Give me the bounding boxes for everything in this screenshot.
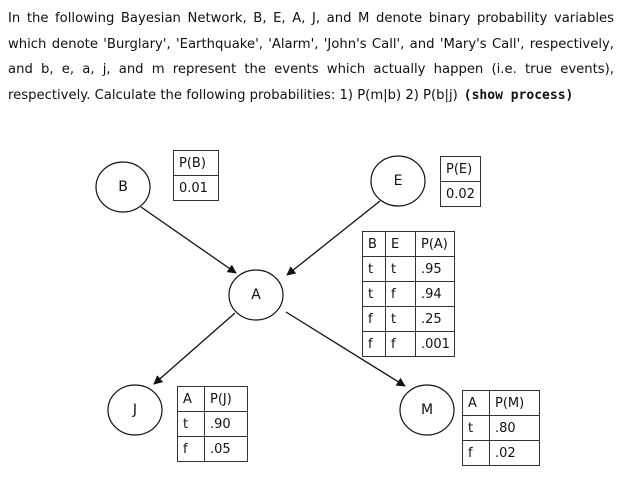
cpt-b-value: 0.01 <box>174 176 219 201</box>
cpt-a-cell: .001 <box>416 332 455 357</box>
cpt-a-cell: .25 <box>416 307 455 332</box>
cpt-j-header-a: A <box>178 387 205 412</box>
question-line-2: which denote 'Burglary', 'Earthquake', 'Alarm', 'John's Call', and 'Mary's Call', respectively, <box>8 36 614 52</box>
cpt-j-row <box>178 437 248 462</box>
cpt-a-cell: t <box>363 282 386 307</box>
cpt-m-cell: .80 <box>490 416 540 441</box>
edge-a-to-j <box>154 313 235 384</box>
cpt-a-cell: f <box>363 332 386 357</box>
cpt-a <box>362 231 455 357</box>
cpt-a-cell: f <box>363 307 386 332</box>
node-j-label: J <box>132 402 138 418</box>
node-e-label: E <box>393 173 403 189</box>
cpt-m-header-row <box>463 391 540 416</box>
cpt-a-cell: .95 <box>416 257 455 282</box>
question-line-1: In the following Bayesian Network, B, E, A, J, and M denote binary probability variables <box>8 11 614 26</box>
cpt-m-row <box>463 416 540 441</box>
cpt-m-header-a: A <box>463 391 490 416</box>
cpt-a-row <box>363 282 455 307</box>
cpt-m <box>462 390 540 466</box>
cpt-b <box>173 150 219 201</box>
cpt-m-cell: t <box>463 416 490 441</box>
cpt-b-header: P(B) <box>174 151 219 176</box>
edge-b-to-a <box>141 207 236 273</box>
cpt-j-cell: .05 <box>205 437 248 462</box>
cpt-m-cell: f <box>463 441 490 466</box>
cpt-e-value: 0.02 <box>441 182 481 207</box>
question-line-4-text: respectively. Calculate the following probabilities: 1) P(m|b) 2) P(b|j) <box>8 87 458 103</box>
cpt-m-header-pm: P(M) <box>490 391 540 416</box>
node-b-label: B <box>118 179 128 195</box>
cpt-a-header-b: B <box>363 232 386 257</box>
node-m-label: M <box>420 402 434 418</box>
cpt-j <box>177 386 248 462</box>
cpt-a-header-e: E <box>386 232 416 257</box>
show-process-note: (show process) <box>463 87 574 103</box>
cpt-a-header-pa: P(A) <box>416 232 455 257</box>
cpt-a-header-row <box>363 232 455 257</box>
cpt-j-row <box>178 412 248 437</box>
question-line-3: and b, e, a, j, and m represent the events which actually happen (i.e. true events), <box>8 62 614 77</box>
cpt-a-row <box>363 257 455 282</box>
cpt-j-cell: t <box>178 412 205 437</box>
cpt-j-header-pj: P(J) <box>205 387 248 412</box>
cpt-a-cell: f <box>386 332 416 357</box>
cpt-a-row <box>363 332 455 357</box>
cpt-a-cell: .94 <box>416 282 455 307</box>
cpt-a-cell: t <box>386 307 416 332</box>
cpt-e-header: P(E) <box>441 157 481 182</box>
cpt-m-cell: .02 <box>490 441 540 466</box>
cpt-j-cell: .90 <box>205 412 248 437</box>
cpt-a-cell: f <box>386 282 416 307</box>
cpt-m-row <box>463 441 540 466</box>
cpt-a-cell: t <box>386 257 416 282</box>
cpt-e <box>440 156 481 207</box>
cpt-a-cell: t <box>363 257 386 282</box>
node-a-label: A <box>251 287 261 303</box>
cpt-j-cell: f <box>178 437 205 462</box>
cpt-j-header-row <box>178 387 248 412</box>
cpt-a-row <box>363 307 455 332</box>
